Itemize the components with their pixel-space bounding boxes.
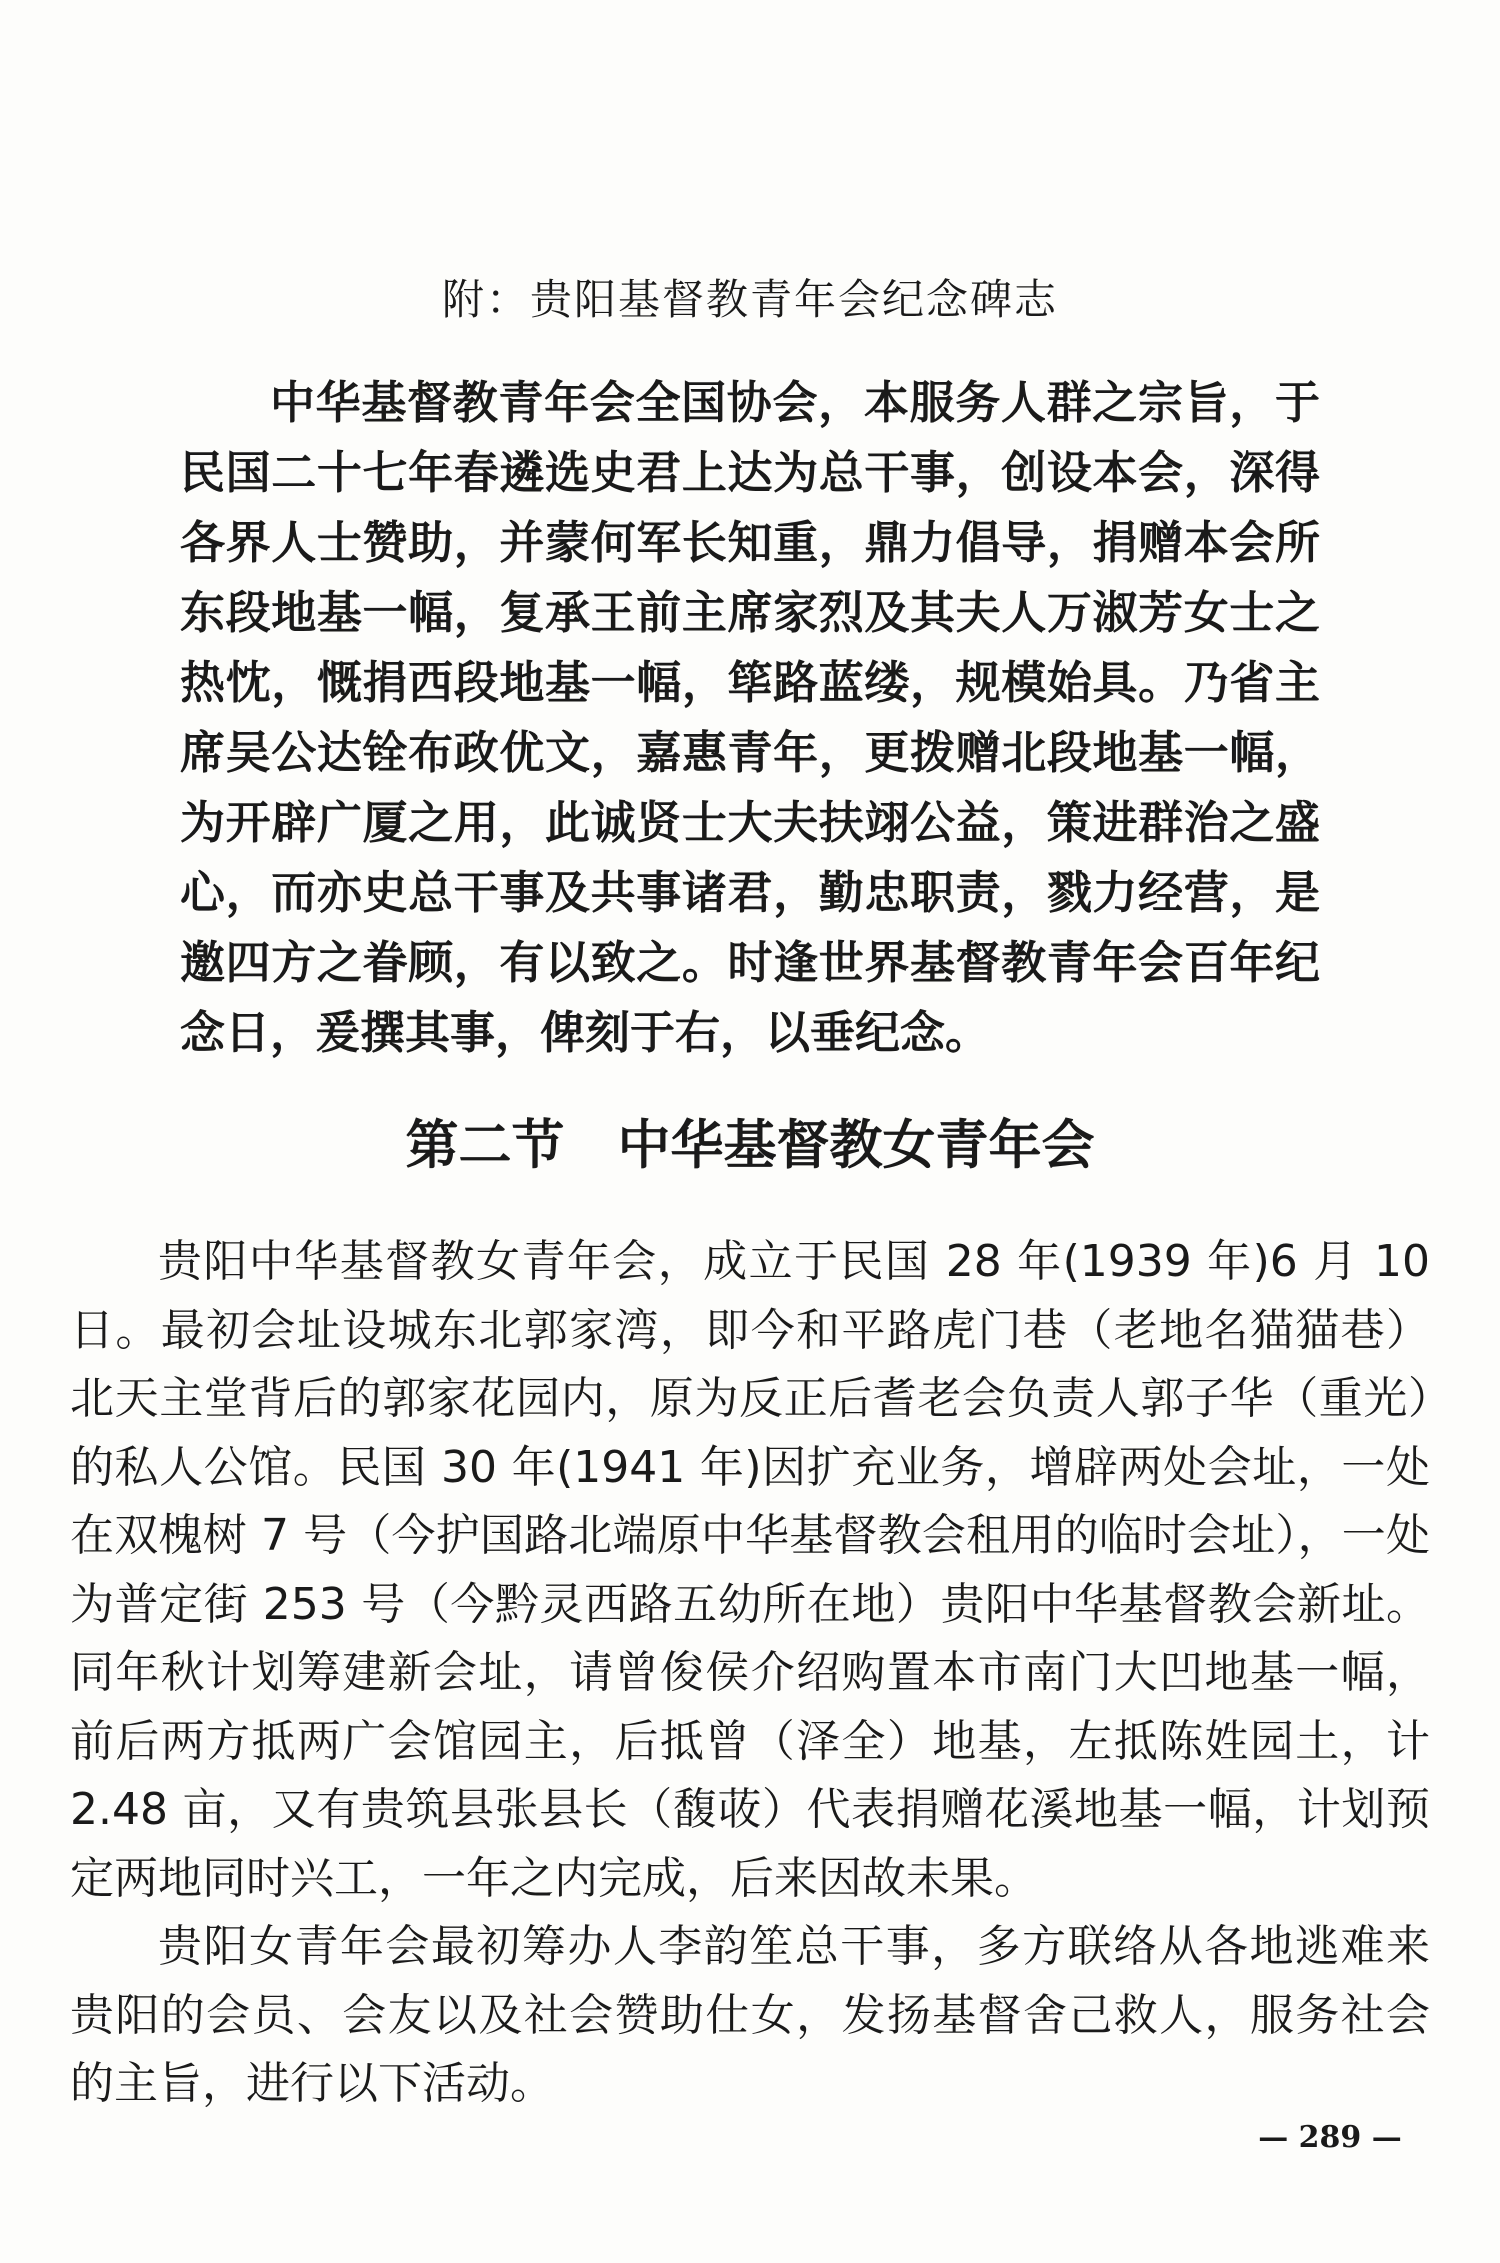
memorial-inscription (180, 368, 1320, 1068)
body-paragraph: 贵阳女青年会最初筹办人李韵笙总干事，多方联络从各地逃难来贵阳的会员、会友以及社会赞助仕女，发扬基督舍己救人，服务社会的主旨，进行以下活动。 (70, 1921, 1430, 2109)
body-paragraph: 贵阳中华基督教女青年会，成立于民国 28 年(1939 年)6 月 10 日。最初会址设城东北郭家湾，即今和平路虎门巷（老地名猫猫巷）北天主堂背后的郭家花园内，原为反正后耆老会负责人郭子华（重光）的私人公馆。民国 30 年(1941 年)因扩充业务，增辟两处会址，一处在双槐树 7 号（今护国路北端原中华基督教会租用的临时会址），一处为普定街 253 号（今黔灵西路五幼所在地）贵阳中华基督教会新址。同年秋计划筹建新会址，请曾俊侯介绍购置本市南门大凹地基一幅，前后两方抵两广会馆园主，后抵曾（泽全）地基，左抵陈姓园土，计 2.48 亩，又有贵筑县张县长（馥荍）代表捐赠花溪地基一幅，计划预定两地同时兴工，一年之内完成，后来因故未果。 (70, 1236, 1430, 1904)
section-heading: 第二节 中华基督教女青年会 (405, 1115, 1095, 1176)
inscription-paragraph: 中华基督教青年会全国协会，本服务人群之宗旨，于民国二十七年春遴选史君上达为总干事，创设本会，深得各界人士赞助，并蒙何军长知重，鼎力倡导，捐赠本会所东段地基一幅，复承王前主席家烈及其夫人万淑芳女士之热忱，慨捐西段地基一幅，筚路蓝缕，规模始具。乃省主席吴公达铨布政优文，嘉惠青年，更拨赠北段地基一幅，为开辟广厦之用，此诚贤士大夫扶翊公益，策进群治之盛心，而亦史总干事及共事诸君，勤忠职责，戮力经营，是邀四方之眷顾，有以致之。时逢世界基督教青年会百年纪念日，爰撰其事，俾刻于右，以垂纪念。 (180, 376, 1320, 1059)
page-number: — 289 — (1258, 2120, 1402, 2155)
appendix-title: 附：贵阳基督教青年会纪念碑志 (441, 275, 1058, 324)
section-body (70, 1228, 1430, 2119)
